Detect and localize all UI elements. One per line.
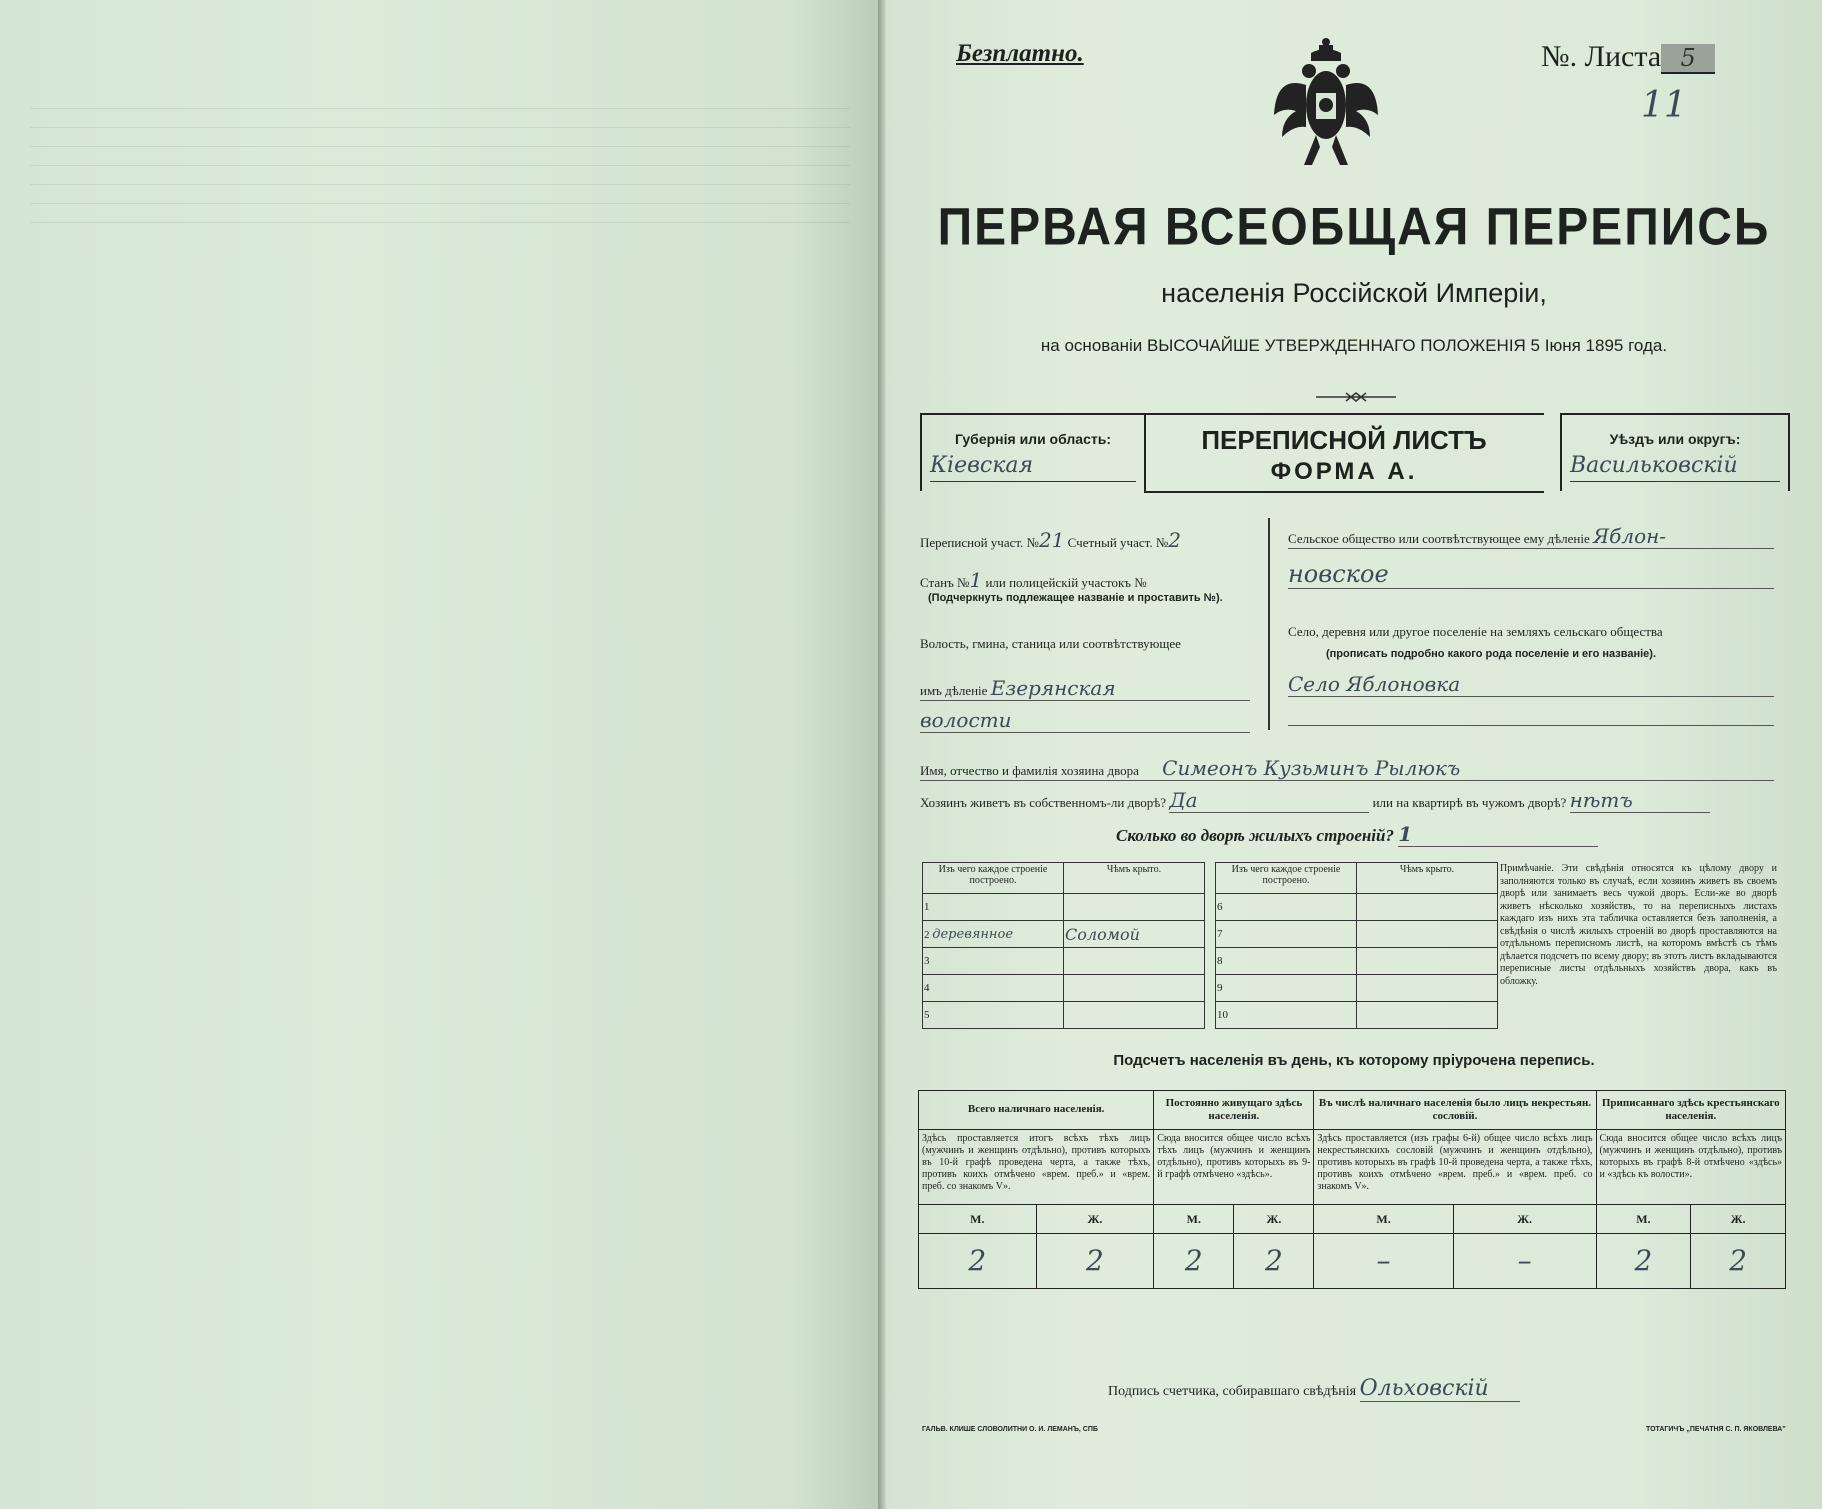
signature-row <box>1108 1376 1520 1402</box>
sheet-number <box>1541 40 1715 74</box>
row-number: 1 <box>923 894 1064 921</box>
buildings-table <box>922 862 1498 1029</box>
form-header-box <box>920 413 1788 491</box>
signature-value: Ольховскій <box>1360 1376 1520 1402</box>
society-value: Яблон- <box>1592 524 1667 548</box>
form-name: ФОРМА А. <box>1270 458 1418 485</box>
male-header: М. <box>1154 1205 1234 1234</box>
table-note: Примѣчаніе. Эти свѣдѣнія относятся къ цѣлому двору и заполняются только въ случаѣ, если хозяинъ живетъ въ своемъ дворѣ или занимаетъ весь чужой дворъ. Если-же во дворѣ живетъ нѣсколько хозяйствъ, то на переписныхъ листахъ каждаго изъ нихъ эта табличка оставляется безъ заполненія, а свѣдѣнія о числѣ жилыхъ строеній во дворѣ проставляются на отдѣльномъ переписномъ листѣ, на которомъ вмѣстѣ съ тѣмъ дѣлается подсчетъ по всему двору; въ этотъ листъ вкладываются переписные листы отдѣльныхъ хозяйствъ двора, какъ въ обложку. <box>1500 863 1777 987</box>
summary-desc-1: Здѣсь проставляется итогъ всѣхъ тѣхъ лицъ (мужчинъ и женщинъ отдѣльно), противъ которыхъ въ 10-й графѣ проведена черта, а также тѣхъ, противъ коихъ отмѣчено «врем. преб.» и «врем. преб. со знакомъ V». <box>919 1130 1154 1205</box>
buildings-label: Сколько во дворѣ жилыхъ строеній? <box>1116 826 1394 845</box>
underline-note: (Подчеркнуть подлежащее названіе и проставить №). <box>928 592 1223 604</box>
summary-value: – <box>1314 1234 1453 1289</box>
province-value: Кіевская <box>930 453 1136 482</box>
census-area-row <box>920 528 1240 552</box>
roof-cell <box>1357 948 1498 975</box>
buildings-value: 1 <box>1398 822 1598 847</box>
summary-title: Подсчетъ населенія въ день, къ которому пріурочена перепись. <box>1113 1052 1595 1069</box>
roof-value: Соломой <box>1064 921 1205 948</box>
row-number: 5 <box>923 1002 1064 1029</box>
col-roof-left: Чѣмъ крыто. <box>1064 863 1205 894</box>
summary-value: 2 <box>1036 1234 1154 1289</box>
residence-row <box>920 788 1774 813</box>
owner-label: Имя, отчество и фамилія хозяина двора <box>920 763 1139 778</box>
summary-value: 2 <box>1596 1234 1691 1289</box>
book-gutter <box>878 0 886 1509</box>
roof-cell <box>1064 948 1205 975</box>
imprint-right: ТОТАГИЧЪ „ПЕЧАТНЯ С. П. ЯКОВЛЕВА" <box>1646 1426 1786 1433</box>
population-summary-table <box>918 1090 1786 1289</box>
province-box <box>920 413 1146 491</box>
sheet-title-box <box>1144 413 1544 493</box>
society-value-line2: новское <box>1288 560 1774 589</box>
stan-value: 1 <box>969 568 983 592</box>
row-number: 3 <box>923 948 1064 975</box>
owner-value: Симеонъ Кузьминъ Рылюкъ <box>1162 756 1461 780</box>
col-roof-right: Чѣмъ крыто. <box>1357 863 1498 894</box>
male-header: М. <box>1596 1205 1691 1234</box>
row-number: 9 <box>1216 975 1357 1002</box>
built-value: деревянное <box>932 926 1014 942</box>
summary-value: 2 <box>1234 1234 1314 1289</box>
legal-basis: на основаніи ВЫСОЧАЙШЕ УТВЕРЖДЕННАГО ПОЛОЖЕНІЯ 5 Іюня 1895 года. <box>1040 336 1668 355</box>
own-yard-value: Да <box>1169 788 1369 813</box>
district-box <box>1560 413 1790 491</box>
male-header: М. <box>1314 1205 1453 1234</box>
summary-head-2: Постоянно живущаго здѣсь населенія. <box>1154 1091 1314 1130</box>
row-number: 6 <box>1216 894 1357 921</box>
female-header: Ж. <box>1234 1205 1314 1234</box>
roof-cell <box>1357 975 1498 1002</box>
buildings-row <box>1116 822 1822 847</box>
female-header: Ж. <box>1453 1205 1596 1234</box>
imperial-eagle-emblem <box>1271 35 1381 185</box>
summary-value: 2 <box>1691 1234 1786 1289</box>
stan-row <box>920 568 1240 592</box>
female-header: Ж. <box>1036 1205 1154 1234</box>
society-label: Сельское общество или соотвѣтствующее ему дѣленіе <box>1288 531 1590 546</box>
summary-head-4: Приписаннаго здѣсь крестьянскаго населенія. <box>1596 1091 1785 1130</box>
rented-label: или на квартирѣ въ чужомъ дворѣ? <box>1372 795 1567 810</box>
sheet-number-value: 5 <box>1661 44 1715 74</box>
left-page-blank <box>0 0 878 1509</box>
sheet-title: ПЕРЕПИСНОЙ ЛИСТЪ <box>1201 425 1487 455</box>
document-subtitle: населенія Россійской Имперіи, <box>1161 278 1547 308</box>
ornament-divider <box>1316 390 1396 404</box>
table-gap <box>1205 863 1216 894</box>
summary-head-3: Въ числѣ наличнаго населенія было лицъ некрестьян. сословій. <box>1314 1091 1596 1130</box>
summary-head-1: Всего наличнаго населенія. <box>919 1091 1154 1130</box>
village-value: Село Яблоновка <box>1288 672 1774 697</box>
row-number: 8 <box>1216 948 1357 975</box>
census-area-label: Переписной участ. № <box>920 535 1039 550</box>
police-label: или полицейскій участокъ № <box>985 575 1147 590</box>
summary-desc-3: Здѣсь проставляется (изъ графы 6-й) общее число всѣхъ лицъ некрестьянскихъ сословій (мужчинъ и женщинъ отдѣльно), противъ которыхъ въ графѣ 10-й проведена черта, а также тѣхъ, противъ коихъ отмѣчено «врем. преб.» и «врем. преб. со знакомъ V». <box>1314 1130 1596 1205</box>
free-label: Безплатно. <box>956 40 1084 67</box>
roof-cell <box>1357 1002 1498 1029</box>
roof-cell <box>1357 894 1498 921</box>
summary-value: 2 <box>919 1234 1037 1289</box>
male-header: М. <box>919 1205 1037 1234</box>
summary-desc-2: Сюда вносится общее число всѣхъ тѣхъ лицъ (мужчинъ и женщинъ отдѣльно), противъ которыхъ въ 9-й графѣ отмѣчено «здѣсь». <box>1154 1130 1314 1205</box>
volost-label: Волость, гмина, станица или соотвѣтствующее <box>920 636 1181 651</box>
village-label: Село, деревня или другое поселеніе на земляхъ сельскаго общества <box>1288 624 1663 639</box>
row-number: 7 <box>1216 921 1357 948</box>
roof-cell <box>1064 1002 1205 1029</box>
census-area-value: 21 <box>1038 528 1065 552</box>
handwritten-sheet-number: 11 <box>1641 85 1687 126</box>
roof-cell <box>1064 894 1205 921</box>
volost-row <box>920 676 1250 701</box>
count-area-value: 2 <box>1168 528 1181 552</box>
sheet-number-label: №. Листа <box>1541 40 1662 73</box>
summary-value: – <box>1453 1234 1596 1289</box>
signature-label: Подпись счетчика, собиравшаго свѣдѣнія <box>1108 1384 1357 1399</box>
row-number: 10 <box>1216 1002 1357 1029</box>
owner-row <box>920 756 1774 781</box>
column-divider <box>1268 518 1270 730</box>
village-note: (прописать подробно какого рода поселеніе и его названіе). <box>1326 648 1657 660</box>
count-area-label: Счетный участ. № <box>1067 535 1169 550</box>
society-row <box>1288 524 1774 549</box>
stan-label: Станъ № <box>920 575 970 590</box>
summary-desc-4: Сюда вносится общее число всѣхъ лицъ (мужчинъ и женщинъ отдѣльно), противъ которыхъ въ графѣ 8-й отмѣчено «здѣсь» и «здѣсь къ волости». <box>1596 1130 1785 1205</box>
roof-cell <box>1357 921 1498 948</box>
col-built-left: Изъ чего каждое строеніе построено. <box>923 863 1064 894</box>
bleed-through-text <box>30 90 850 240</box>
volost-label2: имъ дѣленіе <box>920 683 988 698</box>
district-label: Уѣздъ или округъ: <box>1609 431 1741 447</box>
census-form-page <box>886 0 1822 1509</box>
col-built-right: Изъ чего каждое строеніе построено. <box>1216 863 1357 894</box>
volost-value-line2: волости <box>920 708 1250 733</box>
village-extra-line <box>1288 724 1774 726</box>
row-number: 4 <box>923 975 1064 1002</box>
female-header: Ж. <box>1691 1205 1786 1234</box>
volost-value: Езерянская <box>990 676 1116 700</box>
document-title: ПЕРВАЯ ВСЕОБЩАЯ ПЕРЕПИСЬ <box>937 198 1771 257</box>
province-label: Губернія или область: <box>954 431 1112 447</box>
district-value: Васильковскій <box>1570 453 1780 482</box>
roof-cell <box>1064 975 1205 1002</box>
summary-value: 2 <box>1154 1234 1234 1289</box>
row-number: 2 деревянное <box>923 921 1064 948</box>
rented-value: нѣтъ <box>1570 788 1710 813</box>
imprint-left: ГАЛЬВ. КЛИШЕ СЛОВОЛИТНИ О. И. ЛЕМАНЪ, СПБ <box>922 1426 1098 1433</box>
own-yard-label: Хозяинъ живетъ въ собственномъ-ли дворѣ? <box>920 795 1167 810</box>
